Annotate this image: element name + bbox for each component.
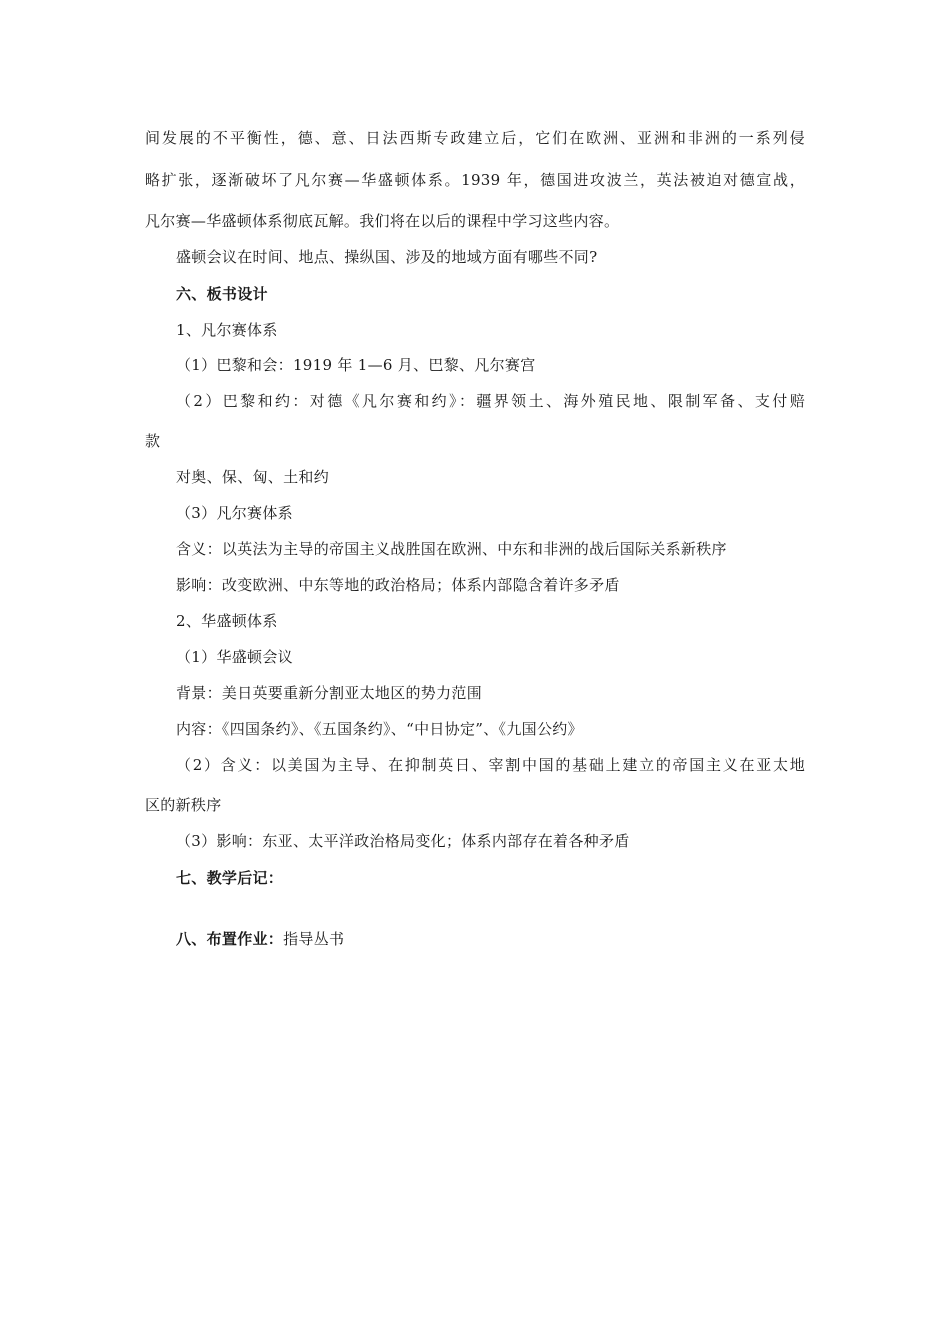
versailles-meaning: 含义：以英法为主导的帝国主义战胜国在欧洲、中东和非洲的战后国际关系新秩序: [176, 540, 727, 558]
washington-background: 背景：美日英要重新分割亚太地区的势力范围: [176, 684, 483, 702]
intro-line-1: 间发展的不平衡性，德、意、日法西斯专政建立后，它们在欧洲、亚洲和非洲的一系列侵: [145, 129, 805, 147]
versailles-impact: 影响：改变欧洲、中东等地的政治格局；体系内部隐含着许多矛盾: [176, 576, 620, 594]
paris-treaty-item-line-1: （2）巴黎和约：对德《凡尔赛和约》：疆界领土、海外殖民地、限制军备、支付赔: [176, 392, 805, 410]
section-8-text: 指导丛书: [283, 930, 345, 948]
washington-meaning-line-2: 区的新秩序: [145, 796, 222, 814]
section-6-heading: 六、板书设计: [176, 285, 268, 303]
washington-content: 内容：《四国条约》、《五国条约》、“中日协定”、《九国公约》: [176, 720, 583, 738]
other-treaties-item: 对奥、保、匈、土和约: [176, 468, 330, 486]
section-8-line: [176, 929, 344, 949]
paris-conference-item: （1）巴黎和会：1919 年 1—6 月、巴黎、凡尔赛宫: [176, 356, 536, 374]
washington-system-title: 2、华盛顿体系: [176, 612, 278, 630]
versailles-system-subtitle: （3）凡尔赛体系: [176, 504, 293, 522]
intro-line-3: 凡尔赛—华盛顿体系彻底瓦解。我们将在以后的课程中学习这些内容。: [145, 212, 620, 230]
paris-treaty-item-line-2: 款: [145, 432, 161, 450]
versailles-system-title: 1、凡尔赛体系: [176, 321, 278, 339]
section-8-heading: 八、布置作业：: [176, 930, 284, 948]
intro-line-2: 略扩张，逐渐破坏了凡尔赛—华盛顿体系。1939 年，德国进攻波兰，英法被迫对德宣战，: [145, 171, 805, 189]
washington-meaning-line-1: （2）含义：以美国为主导、在抑制英日、宰割中国的基础上建立的帝国主义在亚太地: [176, 756, 805, 774]
section-7-heading: 七、教学后记：: [176, 869, 284, 887]
washington-impact: （3）影响：东亚、太平洋政治格局变化；体系内部存在着各种矛盾: [176, 832, 630, 850]
intro-question: 盛顿会议在时间、地点、操纵国、涉及的地域方面有哪些不同?: [176, 248, 598, 266]
washington-conference-item: （1）华盛顿会议: [176, 648, 293, 666]
